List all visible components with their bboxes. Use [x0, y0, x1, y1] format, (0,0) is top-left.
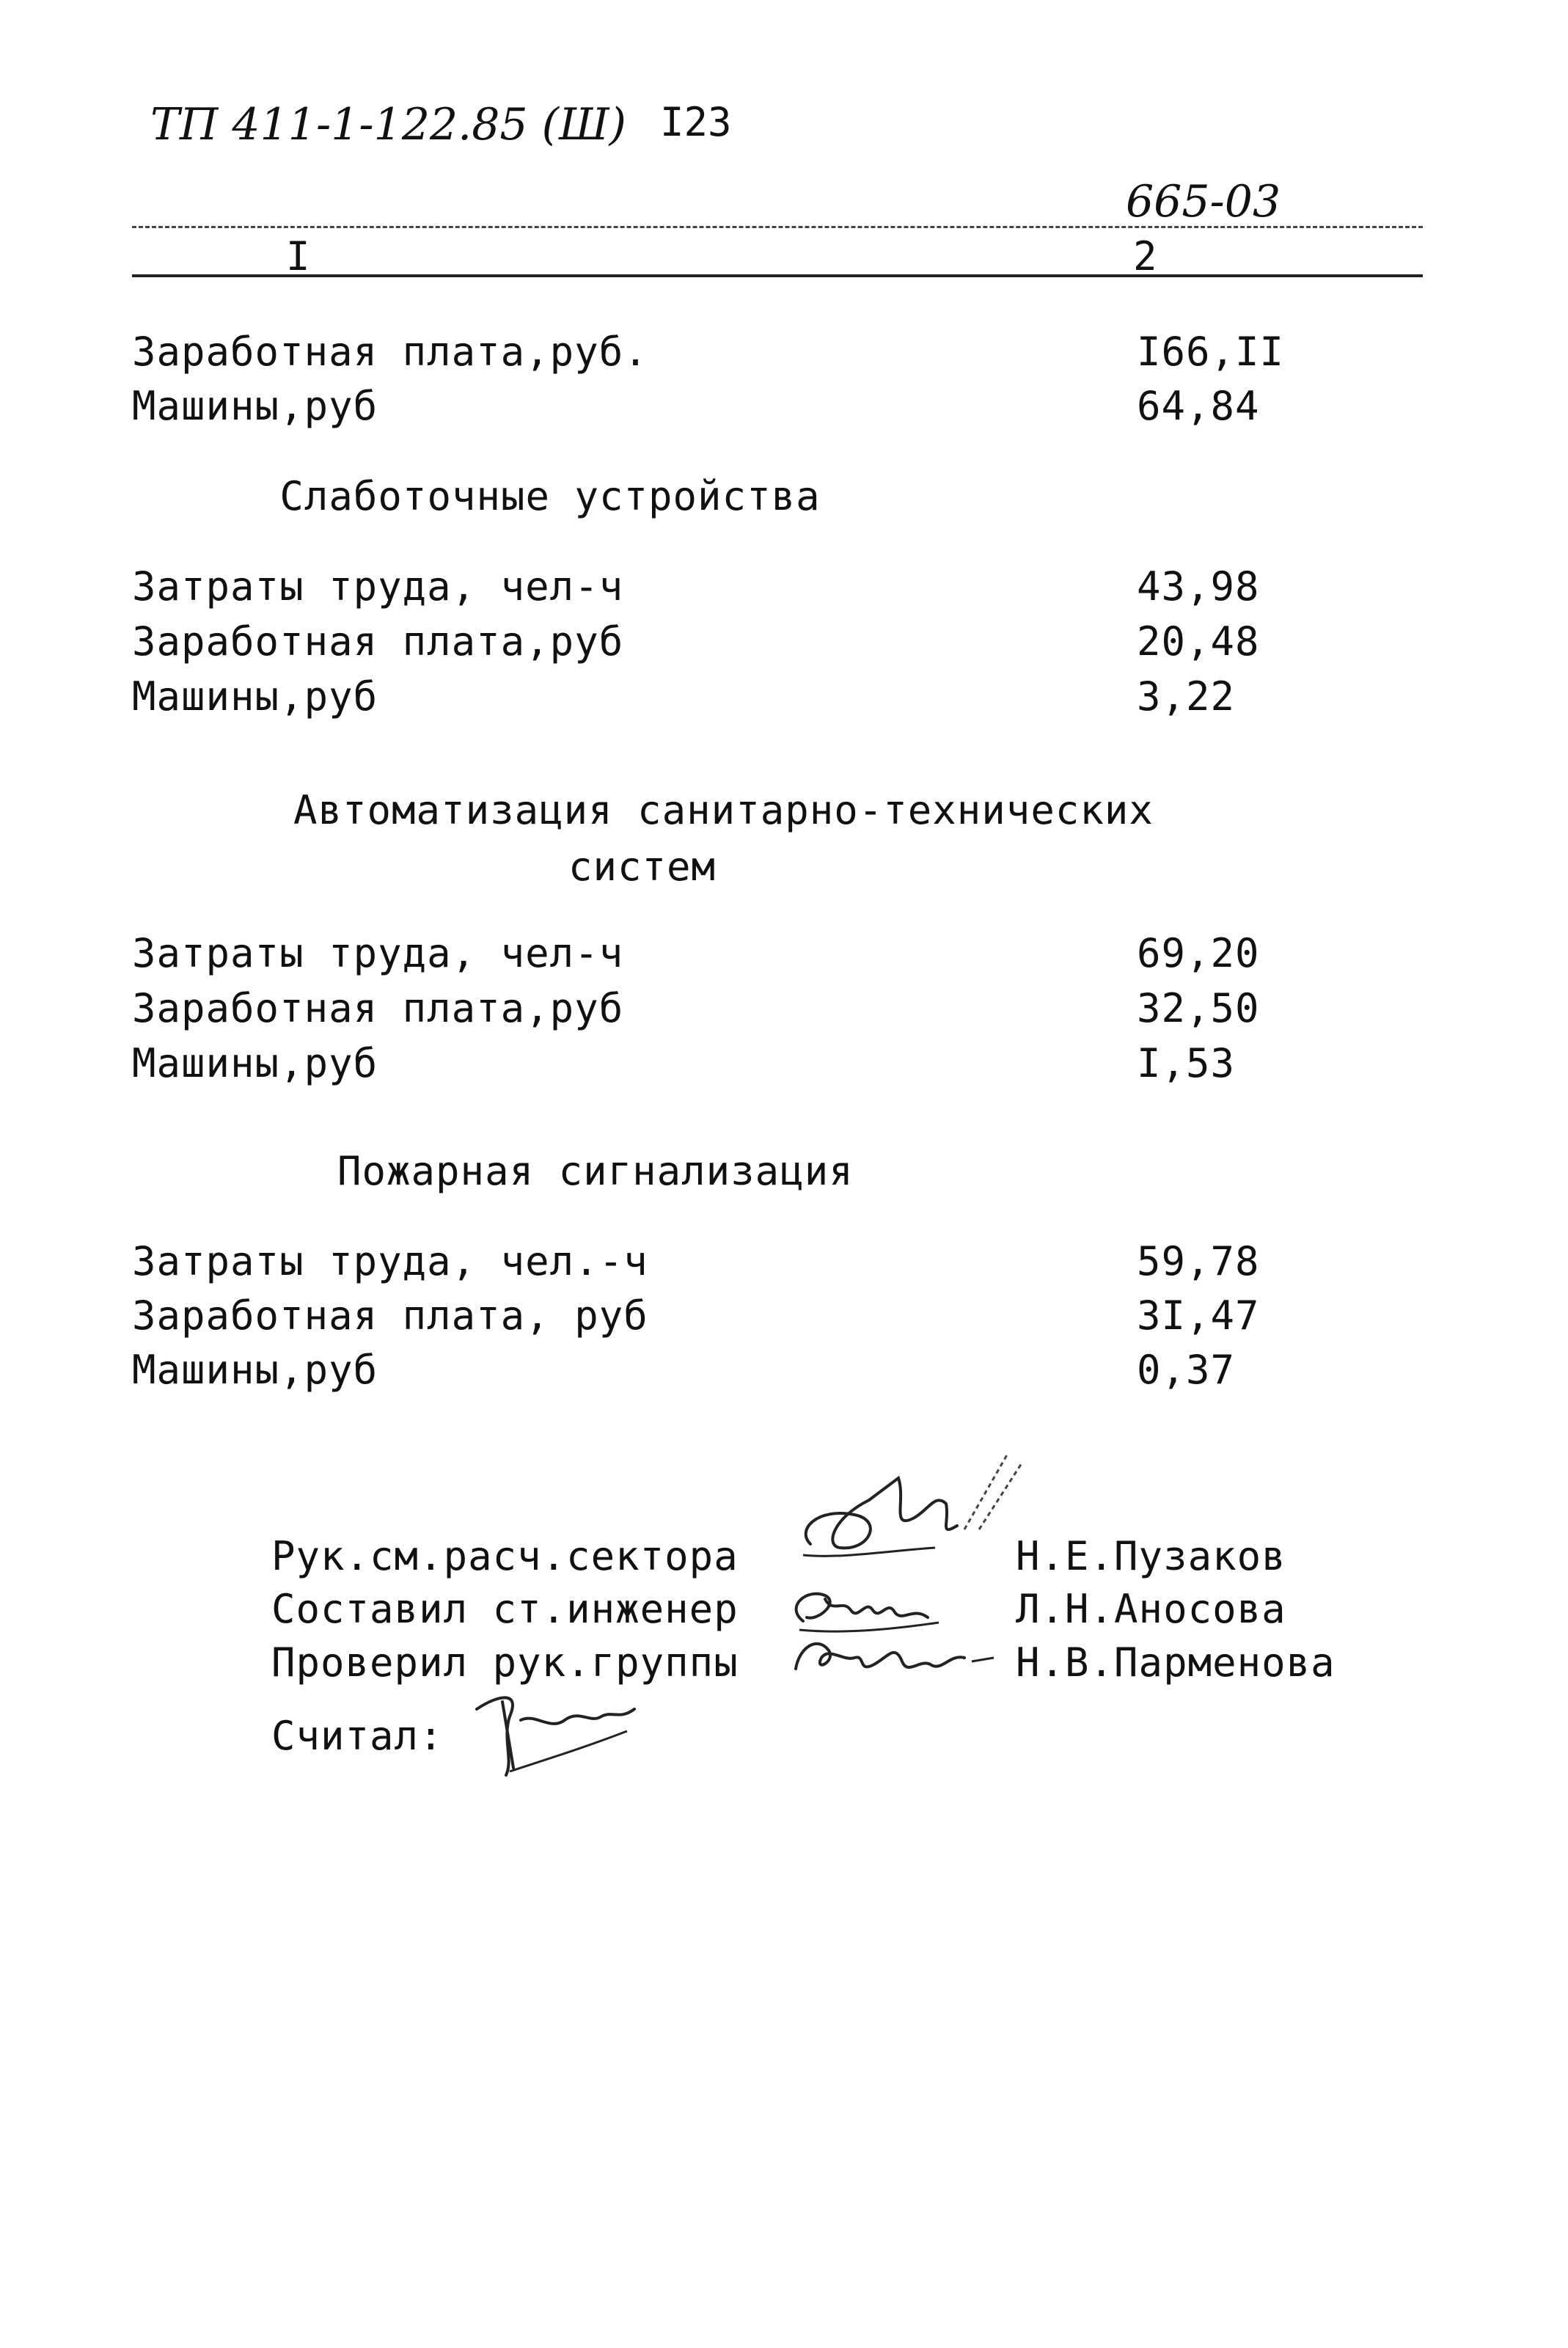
- signature-name: Н.Е.Пузаков: [1016, 1533, 1286, 1579]
- row-label: Машины,руб: [132, 383, 378, 429]
- row-label: Затраты труда, чел-ч: [132, 563, 624, 610]
- section-title: Слаботочные устройства: [279, 473, 821, 519]
- row-label: Заработная плата,руб: [132, 618, 624, 665]
- section-title: Автоматизация санитарно-технических: [293, 787, 1154, 833]
- page-number: I23: [660, 99, 732, 145]
- row-value: I,53: [1137, 1040, 1236, 1086]
- row-value: 20,48: [1137, 618, 1260, 665]
- handwritten-signature-3: [785, 1628, 997, 1694]
- counted-label: Считал:: [271, 1713, 444, 1759]
- table-header-rule: [132, 274, 1423, 277]
- document-code: ТП 411-1-122.85 (Ш): [150, 99, 626, 150]
- row-label: Машины,руб: [132, 673, 378, 720]
- row-label: Затраты труда, чел.-ч: [132, 1238, 648, 1284]
- signature-name: Н.В.Парменова: [1016, 1639, 1336, 1686]
- row-value: 3,22: [1137, 673, 1236, 720]
- row-value: I66,II: [1137, 329, 1285, 375]
- row-label: Машины,руб: [132, 1040, 378, 1086]
- row-value: 59,78: [1137, 1238, 1260, 1284]
- column-header-1: I: [286, 233, 310, 279]
- signature-name: Л.Н.Аносова: [1016, 1586, 1286, 1632]
- section-title: Пожарная сигнализация: [337, 1148, 854, 1194]
- row-label: Затраты труда, чел-ч: [132, 930, 624, 976]
- row-label: Заработная плата,руб: [132, 985, 624, 1031]
- table-top-rule: [132, 226, 1423, 228]
- row-value: 0,37: [1137, 1347, 1236, 1393]
- row-value: 32,50: [1137, 985, 1260, 1031]
- signature-role: Составил ст.инженер: [271, 1586, 739, 1632]
- handwritten-signature-4: [469, 1680, 638, 1782]
- row-label: Машины,руб: [132, 1347, 378, 1393]
- signature-role: Рук.см.расч.сектора: [271, 1533, 739, 1579]
- column-header-2: 2: [1133, 233, 1157, 279]
- row-label: Заработная плата, руб: [132, 1292, 648, 1339]
- signature-role: Проверил рук.группы: [271, 1639, 739, 1686]
- row-value: 3I,47: [1137, 1292, 1260, 1339]
- handwritten-signature-1: [788, 1449, 1023, 1588]
- row-value: 64,84: [1137, 383, 1260, 429]
- section-title-line2: систем: [568, 844, 717, 890]
- row-value: 43,98: [1137, 563, 1260, 610]
- row-label: Заработная плата,руб.: [132, 329, 648, 375]
- row-value: 69,20: [1137, 930, 1260, 976]
- sheet-code: 665-03: [1126, 176, 1281, 227]
